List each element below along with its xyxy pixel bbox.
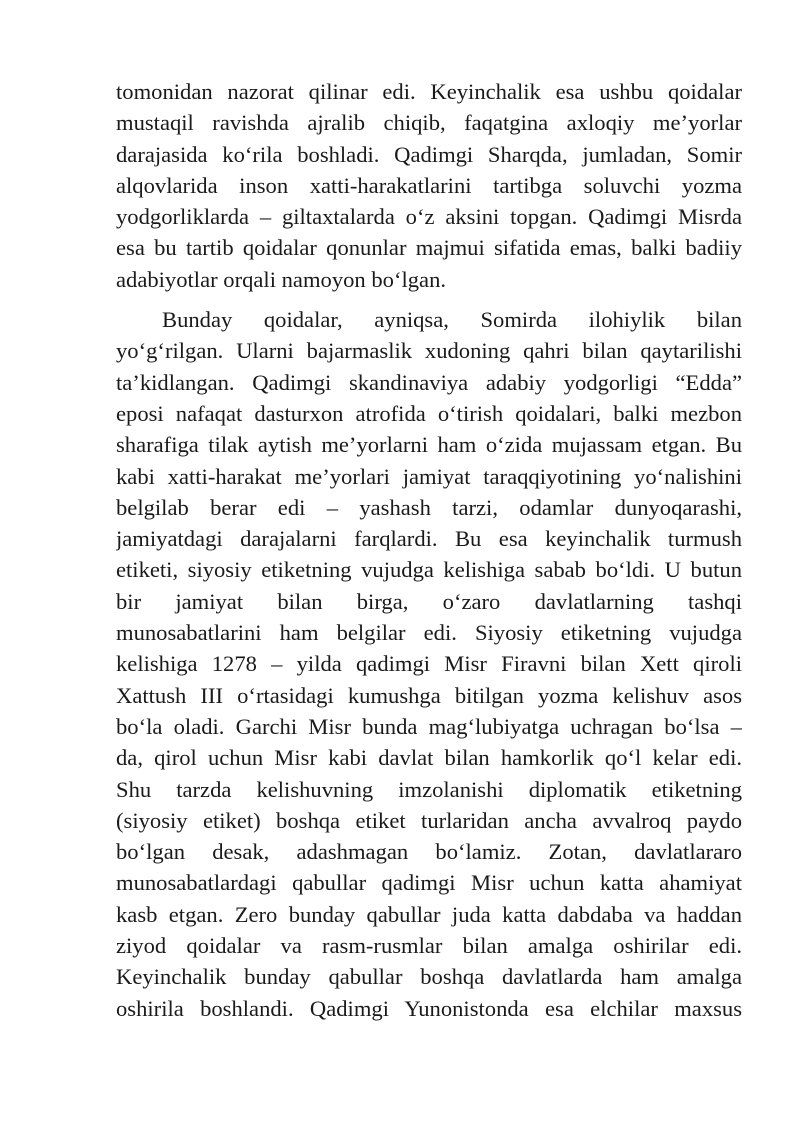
text-line: munosabatlarini ham belgilar edi. Siyosiy etiketning vujudga	[116, 620, 742, 646]
text-line: kasb etgan. Zero bunday qabullar juda katta dabdaba va haddan	[116, 901, 742, 927]
text-line: oshirila boshlandi. Qadimgi Yunonistonda esa elchilar maxsus	[116, 995, 742, 1021]
text-line: ziyod qoidalar va rasm-rusmlar bilan amalga oshirilar edi.	[116, 933, 742, 959]
paragraph-2	[116, 304, 742, 1024]
text-line: yodgorliklarda – giltaxtalarda o‘z aksini topgan. Qadimgi Misrda	[116, 204, 742, 230]
text-line: alqovlarida inson xatti-harakatlarini tartibga soluvchi yozma	[116, 172, 742, 198]
text-line: mustaqil ravishda ajralib chiqib, faqatgina axloqiy me’yorlar	[116, 110, 742, 136]
text-line: jamiyatdagi darajalarni farqlardi. Bu esa keyinchalik turmush	[116, 526, 742, 552]
text-line: bo‘la oladi. Garchi Misr bunda mag‘lubiyatga uchragan bo‘lsa –	[116, 713, 742, 739]
text-line: bir jamiyat bilan birga, o‘zaro davlatlarning tashqi	[116, 588, 742, 614]
text-line: sharafiga tilak aytish me’yorlarni ham o‘zida mujassam etgan. Bu	[116, 432, 742, 458]
text-line: adabiyotlar orqali namoyon bo‘lgan.	[116, 266, 447, 292]
text-line: Shu tarzda kelishuvning imzolanishi diplomatik etiketning	[116, 776, 742, 802]
text-line: tomonidan nazorat qilinar edi. Keyinchalik esa ushbu qoidalar	[116, 79, 742, 104]
text-line: ta’kidlangan. Qadimgi skandinaviya adabiy yodgorligi “Edda”	[116, 369, 742, 395]
text-line: darajasida ko‘rila boshladi. Qadimgi Sharqda, jumladan, Somir	[116, 141, 742, 167]
text-line: bo‘lgan desak, adashmagan bo‘lamiz. Zotan, davlatlararo	[116, 839, 742, 865]
text-line: yo‘g‘rilgan. Ularni bajarmaslik xudoning qahri bilan qaytarilishi	[116, 338, 742, 364]
text-line: Xattush III o‘rtasidagi kumushga bitilgan yozma kelishuv asos	[116, 682, 742, 708]
text-line: kelishiga 1278 – yilda qadimgi Misr Firavni bilan Xett qiroli	[116, 651, 742, 677]
document-body	[116, 76, 742, 1024]
text-line: etiketi, siyosiy etiketning vujudga kelishiga sabab bo‘ldi. U butun	[116, 557, 742, 583]
text-line: munosabatlardagi qabullar qadimgi Misr uchun katta ahamiyat	[116, 870, 742, 896]
text-line: (siyosiy etiket) boshqa etiket turlaridan ancha avvalroq paydo	[116, 807, 742, 833]
text-line: Keyinchalik bunday qabullar boshqa davlatlarda ham amalga	[116, 964, 742, 990]
paragraph-spacing	[116, 295, 742, 304]
text-line: da, qirol uchun Misr kabi davlat bilan hamkorlik qo‘l kelar edi.	[116, 745, 742, 771]
text-line: kabi xatti-harakat me’yorlari jamiyat taraqqiyotining yo‘nalishini	[116, 463, 742, 489]
text-line: Bunday qoidalar, ayniqsa, Somirda ilohiylik bilan	[162, 307, 742, 333]
paragraph-1	[116, 76, 742, 295]
text-line: belgilab berar edi – yashash tarzi, odamlar dunyoqarashi,	[116, 494, 742, 520]
text-line: eposi nafaqat dasturxon atrofida o‘tirish qoidalari, balki mezbon	[116, 400, 742, 426]
text-line: esa bu tartib qoidalar qonunlar majmui sifatida emas, balki badiiy	[116, 235, 742, 261]
